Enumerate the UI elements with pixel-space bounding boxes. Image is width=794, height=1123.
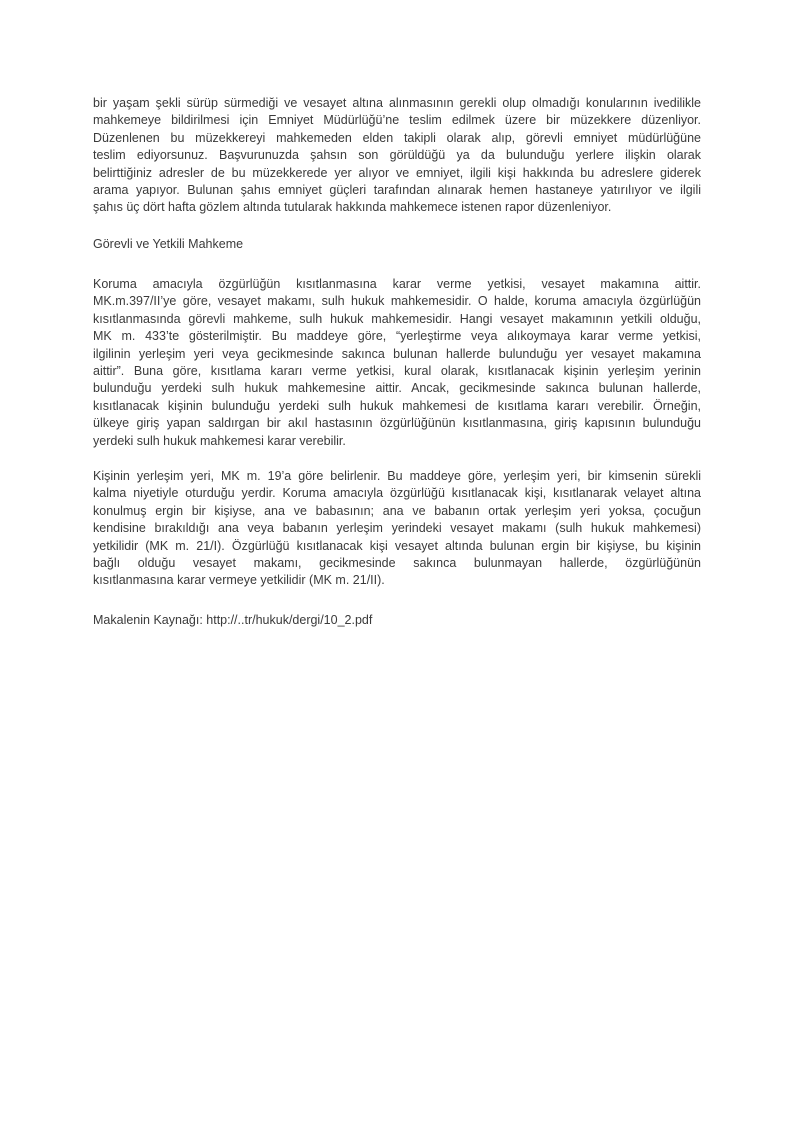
paragraph-3: [93, 468, 701, 590]
text-line: ülkeye giriş yapan saldırgan bir akıl hastasının özgürlüğünün kısıtlanmasına, giriş kapısının bulunduğu: [93, 416, 701, 431]
text-line: şahıs üç dört hafta gözlem altında tutularak hakkında mahkemece istenen rapor düzenleniyor.: [93, 200, 612, 215]
text-line: MK m. 433’te gösterilmiştir. Bu maddeye göre, “yerleştirme veya alıkoymaya karar verme yetkisi,: [93, 329, 701, 344]
paragraph-1: [93, 95, 701, 217]
text-line: Kişinin yerleşim yeri, MK m. 19’a göre belirlenir. Bu maddeye göre, yerleşim yeri, bir kimsenin sürekli: [93, 469, 701, 483]
text-line: ilgilinin yerleşim yeri veya gecikmesinde sakınca bulunan hallerde bulunduğu yer vesayet makamına: [93, 346, 701, 361]
text-line: kısıtlanmasında görevli mahkeme, sulh hukuk mahkemesidir. Hangi vesayet makamının yetkili olduğu,: [93, 311, 701, 326]
text-line: yetkilidir (MK m. 21/I). Özgürlüğü kısıtlanacak kişi vesayet altında bulunan ergin bir kişiyse, bu kişinin: [93, 538, 701, 553]
text-line: kısıtlanacak kişinin bulunduğu yerdeki sulh hukuk mahkemesi de kısıtlama kararı verebilir. Örneğin,: [93, 398, 701, 413]
text-line: kısıtlanmasına karar vermeye yetkilidir (MK m. 21/II).: [93, 573, 385, 588]
text-line: belirttiğiniz adresler de bu müzekkerede yer alıyor ve emniyet, ilgili kişi hakkında bu adreslere giderek: [93, 165, 701, 180]
text-line: kalma niyetiyle oturduğu yerdir. Koruma amacıyla özgürlüğü kısıtlanacak kişi, kısıtlanarak velayet altına: [93, 486, 701, 501]
section-heading-block: [93, 236, 701, 253]
article-source-block: [93, 612, 701, 629]
text-line: konulmuş ergin bir kişiyse, ana ve babasının; ana ve babanın ortak yerleşim yeri yoksa, çocuğun: [93, 503, 701, 518]
text-line: arama yapıyor. Bulunan şahıs emniyet güçleri tarafından alınarak hemen hastaneye yatırılıyor ve ilgili: [93, 182, 701, 197]
article-source-url: Makalenin Kaynağı: http://..tr/hukuk/dergi/10_2.pdf: [93, 613, 373, 627]
section-heading: Görevli ve Yetkili Mahkeme: [93, 237, 244, 251]
text-line: kendisine bırakıldığı ana veya babanın yerleşim yerindeki vesayet makamı (sulh hukuk mahkemesi): [93, 521, 701, 536]
text-line: Koruma amacıyla özgürlüğün kısıtlanmasına karar verme yetkisi, vesayet makamına aittir.: [93, 277, 701, 291]
text-line: Düzenlenen bu müzekkereyi mahkemeden elden takipli olarak alıp, görevli emniyet müdürlüğüne: [93, 130, 701, 145]
text-line: yerdeki sulh hukuk mahkemesi karar verebilir.: [93, 433, 346, 448]
text-line: aittir”. Buna göre, kısıtlama kararı verme yetkisi, kural olarak, kısıtlanacak kişinin yerleşim yerinin: [93, 363, 701, 378]
text-line: MK.m.397/II’ye göre, vesayet makamı, sulh hukuk mahkemesidir. O halde, koruma amacıyla özgürlüğün: [93, 294, 701, 309]
text-line: bir yaşam şekli sürüp sürmediği ve vesayet altına alınmasının gerekli olup olmadığı konularının ivedilikle: [93, 96, 701, 110]
text-line: bulunduğu yerdeki sulh hukuk mahkemesine aittir. Ancak, gecikmesinde sakınca bulunan hallerde,: [93, 381, 701, 396]
text-line: bağlı olduğu vesayet makamı, gecikmesinde sakınca bulunmayan hallerde, özgürlüğünün: [93, 555, 701, 570]
text-line: teslim ediyorsunuz. Başvurunuzda şahsın son görüldüğü ya da bulunduğu yerlere ilişkin olarak: [93, 148, 701, 163]
text-line: mahkemeye bildirilmesi için Emniyet Müdürlüğü’ne teslim edilmek üzere bir müzekkere düzenliyor.: [93, 113, 701, 128]
paragraph-2: [93, 276, 701, 450]
